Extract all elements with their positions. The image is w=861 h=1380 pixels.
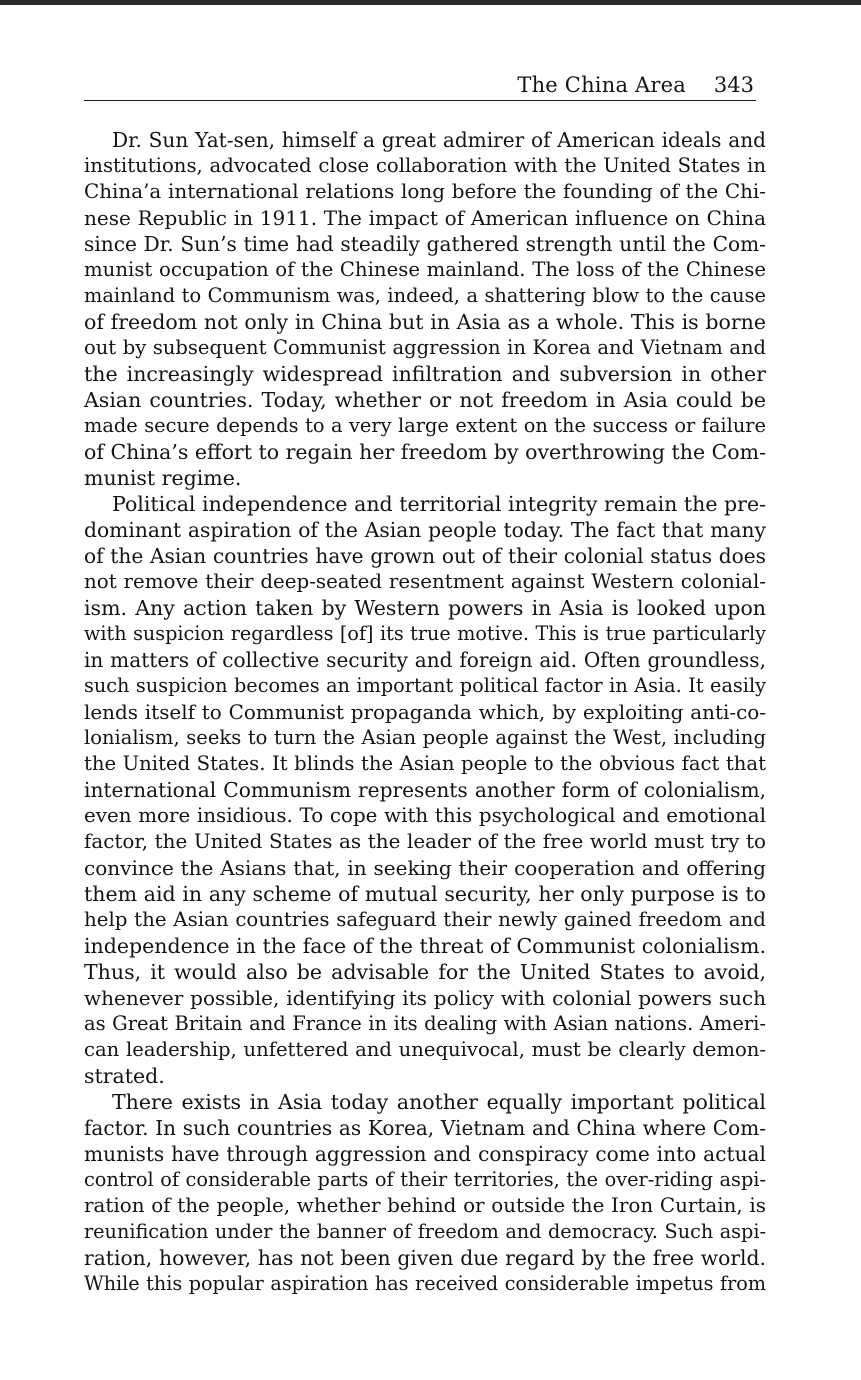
text-line: factor. In such countries as Korea, Vietnam and China where Com-: [84, 1116, 766, 1140]
running-title: The China Area: [517, 73, 686, 97]
text-line: factor, the United States as the leader of the free world must try to: [84, 830, 766, 853]
text-line: made secure depends to a very large extent on the success or failure: [84, 414, 766, 437]
text-line: While this popular aspiration has received considerable impetus from: [84, 1272, 766, 1295]
running-head: [84, 70, 756, 101]
text-line: of the Asian countries have grown out of their colonial status does: [84, 544, 766, 568]
text-line: strated.: [84, 1064, 165, 1088]
text-line: out by subsequent Communist aggression in Korea and Vietnam and: [84, 336, 766, 359]
text-line: China’a international relations long before the founding of the Chi-: [84, 180, 766, 203]
text-line: control of considerable parts of their territories, the over-riding aspi-: [84, 1168, 766, 1191]
text-line: can leadership, unfettered and unequivocal, must be clearly demon-: [84, 1038, 766, 1061]
text-line: with suspicion regardless [of] its true motive. This is true particularly: [84, 622, 766, 645]
text-line: help the Asian countries safeguard their newly gained freedom and: [84, 908, 766, 931]
text-line: whenever possible, identifying its policy with colonial powers such: [84, 986, 766, 1010]
text-line: as Great Britain and France in its dealing with Asian nations. Ameri-: [84, 1012, 766, 1035]
page-number: 343: [713, 73, 754, 97]
text-line: Dr. Sun Yat-sen, himself a great admirer of American ideals and: [112, 128, 766, 152]
body-text: [84, 127, 766, 1297]
text-line: munists have through aggression and conspiracy come into actual: [84, 1142, 766, 1166]
text-line: in matters of collective security and foreign aid. Often groundless,: [84, 648, 766, 672]
text-line: reunification under the banner of freedom and democracy. Such aspi-: [84, 1220, 766, 1243]
text-line: of China’s effort to regain her freedom by overthrowing the Com-: [84, 440, 766, 464]
text-line: munist regime.: [84, 466, 242, 490]
text-line: not remove their deep-seated resentment against Western colonial-: [84, 570, 766, 593]
text-line: Asian countries. Today, whether or not freedom in Asia could be: [84, 388, 766, 412]
text-line: convince the Asians that, in seeking their cooperation and offering: [84, 856, 766, 880]
text-line: even more insidious. To cope with this psychological and emotional: [84, 804, 766, 827]
text-line: such suspicion becomes an important political factor in Asia. It easily: [84, 674, 766, 697]
page-top-edge: [0, 0, 861, 5]
text-line: institutions, advocated close collaboration with the United States in: [84, 154, 766, 177]
text-line: dominant aspiration of the Asian people today. The fact that many: [84, 518, 766, 542]
text-line: the increasingly widespread infiltration and subversion in other: [84, 362, 766, 386]
text-line: munist occupation of the Chinese mainland. The loss of the Chinese: [84, 258, 766, 281]
text-line: international Communism represents another form of colonialism,: [84, 778, 766, 802]
text-line: ration, however, has not been given due regard by the free world.: [84, 1246, 766, 1270]
text-line: ration of the people, whether behind or outside the Iron Curtain, is: [84, 1194, 766, 1217]
text-line: lonialism, seeks to turn the Asian people against the West, including: [84, 726, 766, 749]
text-line: the United States. It blinds the Asian people to the obvious fact that: [84, 752, 766, 775]
text-line: Thus, it would also be advisable for the United States to avoid,: [84, 960, 766, 984]
text-line: mainland to Communism was, indeed, a shattering blow to the cause: [84, 284, 766, 307]
text-line: them aid in any scheme of mutual security, her only purpose is to: [84, 882, 766, 906]
text-line: ism. Any action taken by Western powers in Asia is looked upon: [84, 596, 766, 620]
text-line: Political independence and territorial integrity remain the pre-: [112, 492, 766, 516]
text-line: lends itself to Communist propaganda which, by exploiting anti-co-: [84, 700, 766, 724]
text-line: of freedom not only in China but in Asia as a whole. This is borne: [84, 310, 766, 334]
text-line: since Dr. Sun’s time had steadily gathered strength until the Com-: [84, 232, 766, 256]
text-line: nese Republic in 1911. The impact of American influence on China: [84, 206, 766, 230]
text-line: There exists in Asia today another equally important political: [112, 1090, 766, 1114]
text-line: independence in the face of the threat of Communist colonialism.: [84, 934, 766, 958]
